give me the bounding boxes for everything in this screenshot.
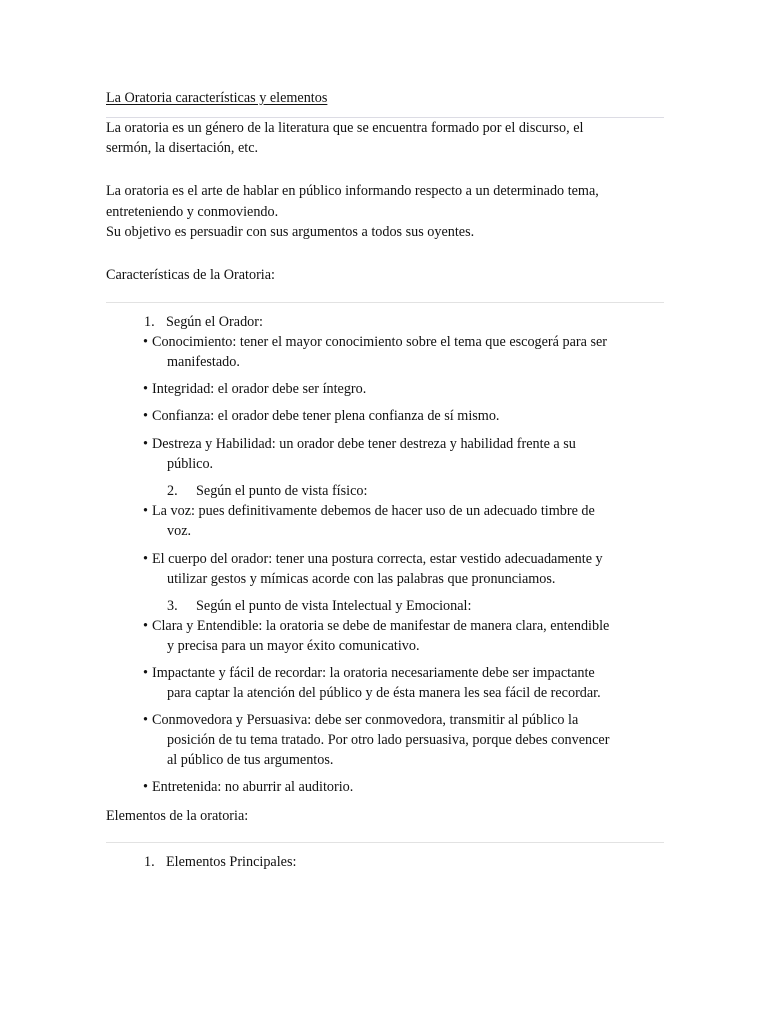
- list-item-line: posición de tu tema tratado. Por otro lado persuasiva, porque debes convencer: [167, 732, 610, 748]
- list-item-line: Clara y Entendible: la oratoria se debe de manifestar de manera clara, entendible: [152, 618, 610, 634]
- section-divider: [106, 842, 664, 843]
- bullet-icon: •: [143, 334, 148, 350]
- list-item-line: Conocimiento: tener el mayor conocimiento sobre el tema que escogerá para ser: [152, 334, 608, 350]
- list-item-line: Confianza: el orador debe tener plena confianza de sí mismo.: [152, 408, 500, 424]
- list-item: [143, 434, 652, 474]
- bullet-icon: •: [143, 712, 148, 728]
- list-item: [143, 332, 652, 372]
- bullet-icon: •: [143, 436, 148, 452]
- list-number: 3.: [167, 598, 178, 614]
- list-item: [143, 406, 652, 426]
- bullet-icon: •: [143, 551, 148, 567]
- bullet-icon: •: [143, 408, 148, 424]
- section-title: Según el punto de vista Intelectual y Emocional:: [196, 598, 472, 614]
- paragraph-line: entreteniendo y conmoviendo.: [106, 204, 279, 220]
- list-item: [143, 549, 652, 589]
- elements-list-title: Elementos Principales:: [166, 854, 297, 870]
- list-item-line: El cuerpo del orador: tener una postura correcta, estar vestido adecuadamente y: [152, 551, 603, 567]
- list-item-line: al público de tus argumentos.: [167, 752, 334, 768]
- bullet-icon: •: [143, 665, 148, 681]
- list-number: 1.: [144, 314, 155, 330]
- list-item: [143, 777, 652, 797]
- section-title: Según el Orador:: [166, 314, 263, 330]
- section-divider: [106, 302, 664, 303]
- list-item: [143, 616, 652, 656]
- list-item-line: y precisa para un mayor éxito comunicativo.: [167, 638, 420, 654]
- list-item-line: La voz: pues definitivamente debemos de hacer uso de un adecuado timbre de: [152, 503, 595, 519]
- list-item-line: manifestado.: [167, 354, 240, 370]
- bullet-icon: •: [143, 618, 148, 634]
- list-item-line: utilizar gestos y mímicas acorde con las palabras que pronunciamos.: [167, 571, 556, 587]
- section-heading: [167, 596, 471, 616]
- list-item-line: Entretenida: no aburrir al auditorio.: [152, 779, 354, 795]
- section-heading: [167, 481, 367, 501]
- paragraph-line: sermón, la disertación, etc.: [106, 140, 259, 156]
- bullet-icon: •: [143, 381, 148, 397]
- list-item-line: Destreza y Habilidad: un orador debe tener destreza y habilidad frente a su: [152, 436, 576, 452]
- list-item: [143, 663, 652, 703]
- document-title: La Oratoria características y elementos: [106, 90, 328, 106]
- list-item-line: Conmovedora y Persuasiva: debe ser conmovedora, transmitir al público la: [152, 712, 579, 728]
- list-number: 2.: [167, 483, 178, 499]
- paragraph-line: La oratoria es un género de la literatura que se encuentra formado por el discurso, el: [106, 120, 584, 136]
- section-heading: [144, 312, 263, 332]
- bullet-icon: •: [143, 503, 148, 519]
- bullet-icon: •: [143, 779, 148, 795]
- list-item: [143, 379, 652, 399]
- paragraph-line: Su objetivo es persuadir con sus argumentos a todos sus oyentes.: [106, 224, 475, 240]
- elements-heading: Elementos de la oratoria:: [106, 808, 249, 824]
- list-item-line: público.: [167, 456, 214, 472]
- list-item-line: voz.: [167, 523, 192, 539]
- characteristics-heading: Características de la Oratoria:: [106, 267, 275, 283]
- list-item-line: Integridad: el orador debe ser íntegro.: [152, 381, 367, 397]
- paragraph-line: La oratoria es el arte de hablar en público informando respecto a un determinado tema,: [106, 183, 599, 199]
- list-item: [143, 501, 652, 541]
- section-title: Según el punto de vista físico:: [196, 483, 368, 499]
- list-item: [143, 710, 652, 770]
- elements-list-item: [144, 852, 296, 872]
- list-number: 1.: [144, 854, 155, 870]
- list-item-line: Impactante y fácil de recordar: la oratoria necesariamente debe ser impactante: [152, 665, 595, 681]
- list-item-line: para captar la atención del público y de ésta manera les sea fácil de recordar.: [167, 685, 601, 701]
